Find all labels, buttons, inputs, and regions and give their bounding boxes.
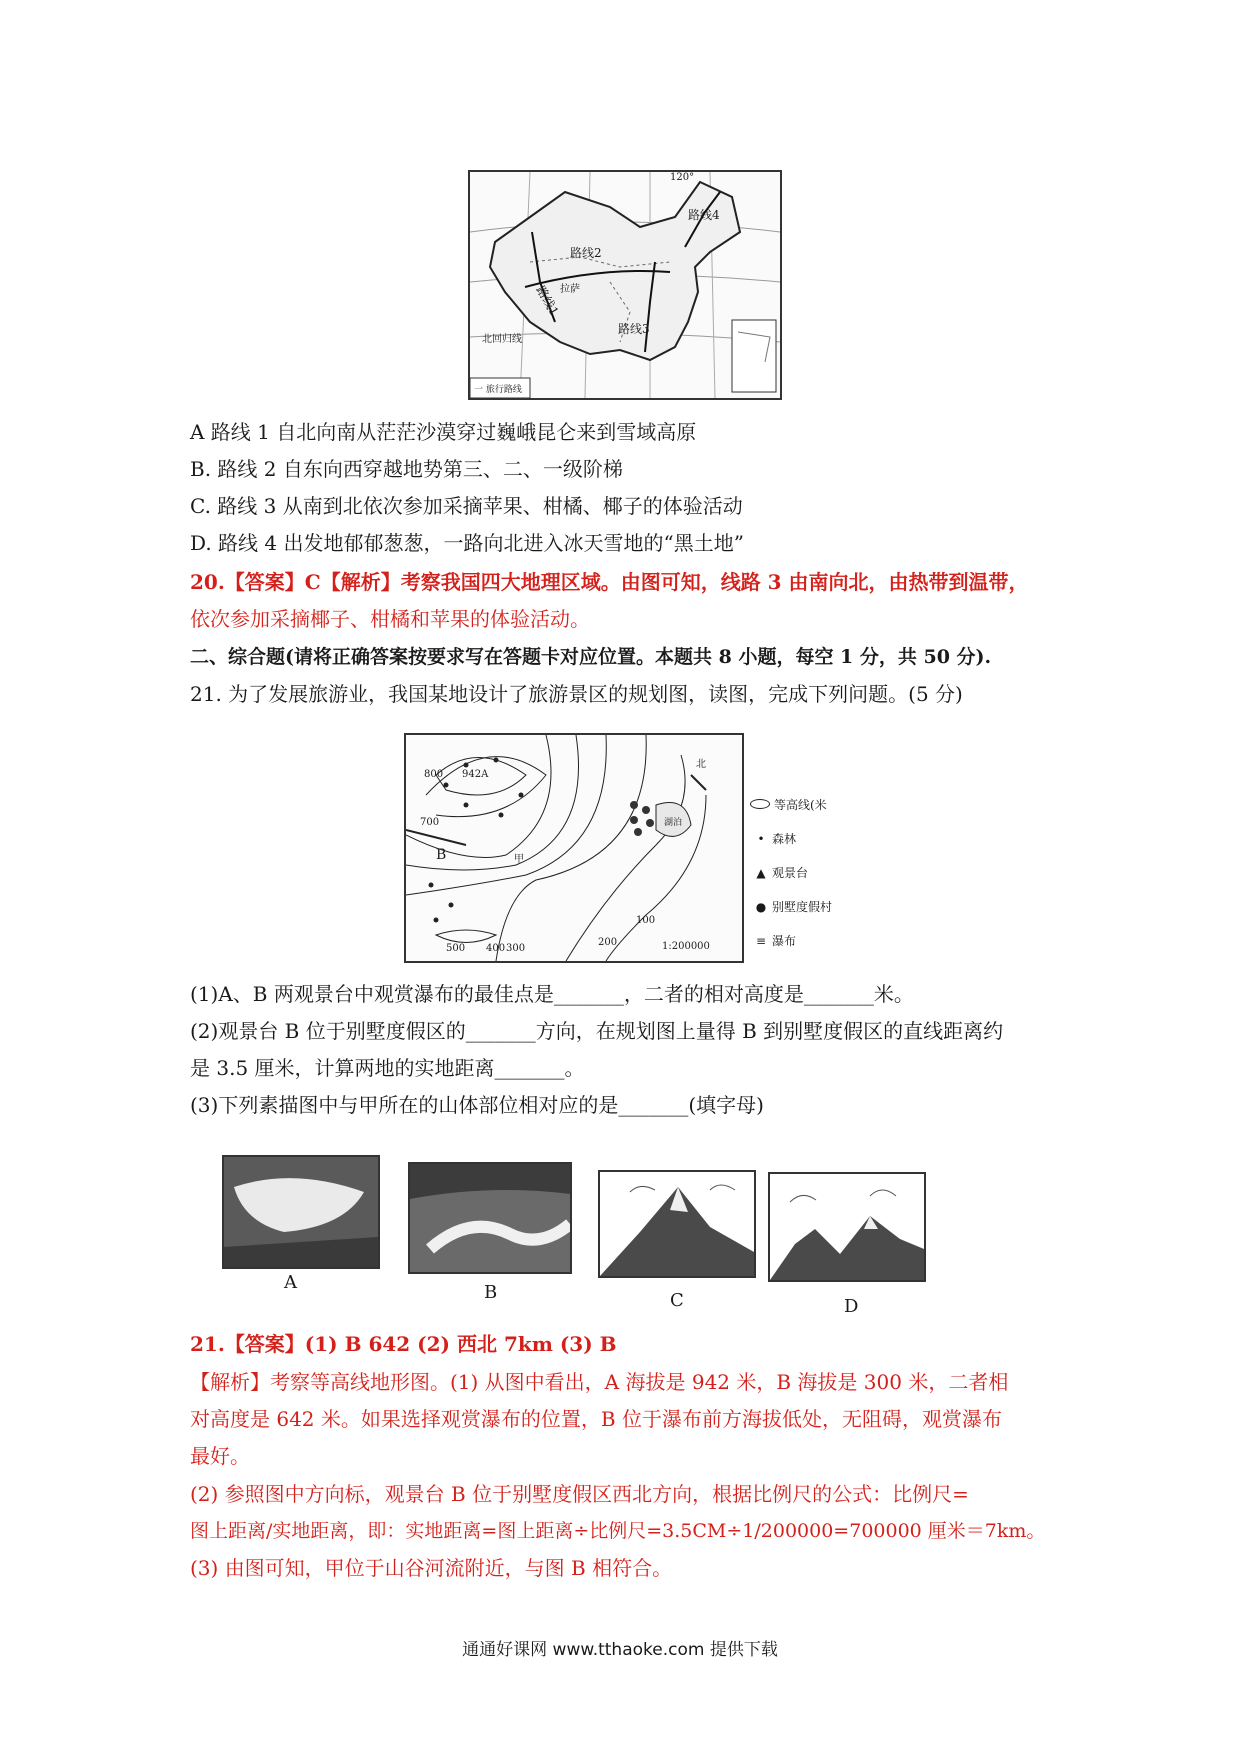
q21-sub1: (1)A、B 两观景台中观赏瀑布的最佳点是_______，二者的相对高度是_______米。 [190, 982, 914, 1006]
q21-stem: 21. 为了发展旅游业，我国某地设计了旅游景区的规划图，读图，完成下列问题。(5 分) [190, 682, 963, 706]
sketch-b [408, 1162, 572, 1274]
legend-villa-text: 别墅度假村 [772, 900, 833, 914]
contour-942: 942A [462, 769, 489, 780]
contour-map-drawing [406, 735, 742, 961]
q21-analysis-line5: 图上距离/实地距离，即：实地距离=图上距离÷比例尺=3.5CM÷1/200000=700000 厘米＝7km。 [190, 1520, 1046, 1542]
point-b: B [436, 847, 447, 863]
legend-waterfall-item [750, 932, 796, 949]
route4-label: 路线4 [688, 208, 720, 222]
route1-label: 路线1 [533, 283, 562, 318]
q20-option-b: B. 路线 2 自东向西穿越地势第三、二、一级阶梯 [190, 457, 623, 481]
q20-option-d: D. 路线 4 出发地郁郁葱葱，一路向北进入冰天雪地的“黑土地” [190, 531, 744, 555]
sketch-label-c: C [670, 1290, 684, 1311]
q21-analysis-line1: 【解析】考察等高线地形图。(1) 从图中看出，A 海拔是 942 米，B 海拔是 300 米，二者相 [190, 1370, 1009, 1394]
q21-analysis-line4: (2) 参照图中方向标，观景台 B 位于别墅度假区西北方向，根据比例尺的公式：比例尺= [190, 1482, 969, 1506]
scale-label: 1:200000 [662, 941, 710, 952]
contour-200: 200 [598, 937, 618, 948]
lhasa-label: 拉萨 [560, 284, 580, 295]
lon-label: 120° [670, 172, 695, 183]
jia-label: 甲 [514, 854, 524, 865]
sketch-label-d: D [844, 1296, 859, 1317]
q21-sub2-line2: 是 3.5 厘米，计算两地的实地距离_______。 [190, 1056, 585, 1080]
legend-platform-item [750, 864, 808, 881]
china-route-map [468, 170, 782, 400]
section2-heading: 二、综合题(请将正确答案按要求写在答题卡对应位置。本题共 8 小题，每空 1 分，共 50 分). [190, 646, 992, 668]
sketch-d-drawing [770, 1174, 924, 1280]
q21-sub2-line1: (2)观景台 B 位于别墅度假区的_______方向，在规划图上量得 B 到别墅度假区的直线距离约 [190, 1019, 1004, 1043]
legend-villa-item [750, 898, 832, 915]
contour-line-icon [750, 799, 770, 809]
q20-option-a: A 路线 1 自北向南从茫茫沙漠穿过巍峨昆仑来到雪域高原 [190, 420, 697, 444]
sketch-b-drawing [410, 1164, 570, 1272]
sketch-label-b: B [484, 1282, 498, 1303]
sketch-a-drawing [224, 1157, 378, 1267]
china-route-map-drawing [470, 172, 780, 398]
q21-sub3: (3)下列素描图中与甲所在的山体部位相对应的是_______(填字母) [190, 1093, 764, 1117]
sketch-c [598, 1170, 756, 1278]
contour-700: 700 [420, 817, 440, 828]
sketch-label-a: A [284, 1272, 297, 1293]
contour-300: 300 [506, 943, 526, 954]
contour-map-legend [750, 796, 860, 976]
legend-route: 一 旅行路线 [474, 385, 522, 395]
contour-100: 100 [636, 915, 656, 926]
forest-dot-icon: • [757, 832, 765, 846]
lake-label: 湖泊 [664, 818, 683, 828]
legend-waterfall-text: 瀑布 [772, 934, 797, 948]
route3-label: 路线3 [618, 322, 650, 336]
q20-answer-line1: 20.【答案】C【解析】考察我国四大地理区域。由图可知，线路 3 由南向北，由热带到温带， [190, 570, 1029, 594]
q20-option-c: C. 路线 3 从南到北依次参加采摘苹果、柑橘、椰子的体验活动 [190, 494, 743, 518]
route2-label: 路线2 [570, 246, 602, 260]
q20-answer-line2: 依次参加采摘椰子、柑橘和苹果的体验活动。 [190, 607, 590, 631]
contour-500: 500 [446, 943, 466, 954]
q21-analysis-line3: 最好。 [190, 1444, 250, 1468]
sketch-c-drawing [600, 1172, 754, 1276]
waterfall-icon: ≡ [755, 934, 767, 948]
footer-source: 通通好课网 www.tthaoke.com 提供下载 [462, 1640, 778, 1660]
north-arrow-label: 北 [696, 759, 706, 770]
legend-contour-item [750, 796, 827, 813]
sketch-a [222, 1155, 380, 1269]
legend-contour-text: 等高线(米 [774, 798, 827, 812]
legend-forest-item [750, 830, 796, 847]
legend-platform-text: 观景台 [772, 866, 809, 880]
sketch-d [768, 1172, 926, 1282]
legend-forest-text: 森林 [772, 832, 797, 846]
tropic-label: 北回归线 [482, 334, 522, 345]
q21-answer-title: 21.【答案】(1) B 642 (2) 西北 7km (3) B [190, 1332, 617, 1356]
platform-icon: ▲ [756, 866, 766, 880]
contour-400: 400 [486, 943, 506, 954]
contour-800: 800 [424, 769, 444, 780]
villa-icon: ● [755, 900, 767, 914]
q21-analysis-line2: 对高度是 642 米。如果选择观赏瀑布的位置，B 位于瀑布前方海拔低处，无阻碍，观赏瀑布 [190, 1407, 1002, 1431]
contour-map [404, 733, 744, 963]
q21-analysis-line6: (3) 由图可知，甲位于山谷河流附近，与图 B 相符合。 [190, 1556, 673, 1580]
